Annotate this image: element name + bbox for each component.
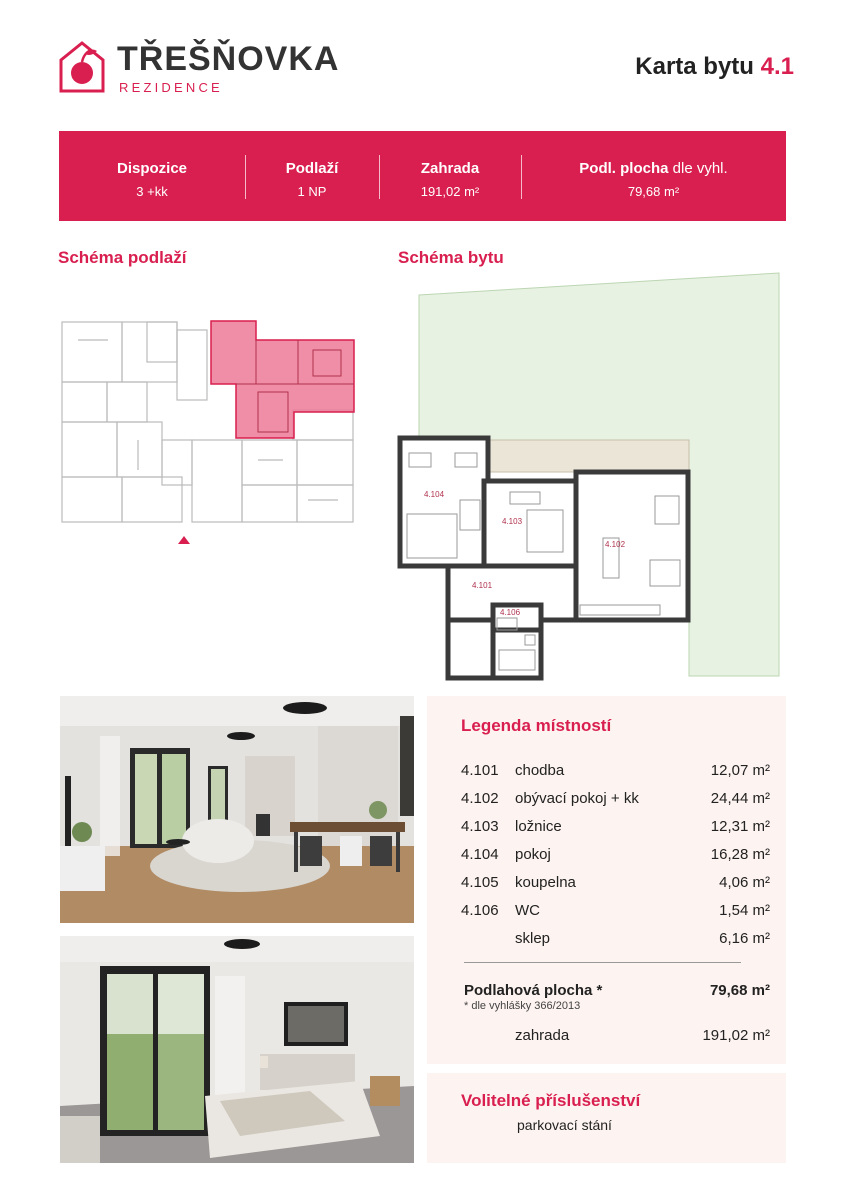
living-room-photo — [60, 696, 414, 923]
room-name: chodba — [515, 762, 565, 779]
room-area: 16,28 m² — [710, 846, 770, 863]
card-title — [635, 53, 794, 81]
room-name: obývací pokoj + kk — [515, 790, 639, 807]
flat-scheme-heading: Schéma bytu — [398, 248, 504, 267]
room-label-4104: 4.104 — [424, 490, 445, 499]
room-area: 6,16 m² — [719, 930, 770, 947]
room-name: sklep — [515, 930, 551, 947]
room-area: 1,54 m² — [719, 902, 770, 919]
room-name: koupelna — [515, 874, 576, 891]
garden-label: zahrada — [515, 1027, 570, 1044]
optional-title: Volitelné příslušenství — [461, 1091, 641, 1110]
room-code: 4.106 — [461, 902, 499, 919]
summary-garden — [379, 131, 521, 221]
cherry-house-logo-icon — [58, 38, 106, 94]
legend-title: Legenda místností — [461, 716, 612, 735]
summary-label: Zahrada — [420, 160, 480, 177]
room-code: 4.103 — [461, 818, 499, 835]
room-code: 4.105 — [461, 874, 499, 891]
summary-label: Podl. plocha — [579, 160, 669, 177]
summary-disposition — [59, 131, 245, 221]
room-name: ložnice — [515, 818, 562, 835]
regulation-note: * dle vyhlášky 366/2013 — [464, 1000, 581, 1012]
summary-value: 191,02 m² — [420, 184, 480, 199]
summary-value: 3 +kk — [136, 184, 168, 199]
room-legend — [427, 696, 786, 1064]
bedroom-render — [60, 936, 414, 1163]
brand-name: TŘEŠŇOVKA — [117, 40, 340, 78]
card-title-prefix: Karta bytu — [635, 53, 754, 80]
card-number: 4.1 — [760, 53, 794, 80]
summary-value: 79,68 m² — [627, 184, 680, 199]
summary-floor — [245, 131, 379, 221]
room-label-4101: 4.101 — [472, 581, 493, 590]
living-room-render — [60, 696, 414, 923]
room-code: 4.104 — [461, 846, 499, 863]
room-label-4103: 4.103 — [502, 517, 523, 526]
room-area: 12,07 m² — [710, 762, 770, 779]
room-name: pokoj — [515, 846, 551, 863]
bedroom-photo — [60, 936, 414, 1163]
summary-bar — [59, 131, 786, 221]
room-name: WC — [515, 902, 540, 919]
legend-divider — [464, 962, 741, 963]
total-label: Podlahová plocha * — [464, 982, 603, 999]
summary-label-extra: dle vyhl. — [672, 160, 728, 177]
optional-accessories — [427, 1073, 786, 1163]
summary-value: 1 NP — [297, 184, 327, 199]
room-area: 12,31 m² — [710, 818, 770, 835]
room-label-4106: 4.106 — [500, 608, 521, 617]
summary-floor-area — [521, 131, 786, 221]
room-code: 4.102 — [461, 790, 499, 807]
total-value: 79,68 m² — [709, 982, 770, 999]
optional-value: parkovací stání — [517, 1117, 612, 1133]
room-code: 4.101 — [461, 762, 499, 779]
floor-scheme-heading: Schéma podlaží — [58, 248, 187, 267]
room-area: 24,44 m² — [710, 790, 770, 807]
room-area: 4,06 m² — [719, 874, 770, 891]
garden-value: 191,02 m² — [702, 1027, 770, 1044]
flat-plan-image — [395, 270, 785, 685]
room-label-4102: 4.102 — [605, 540, 626, 549]
summary-label: Dispozice — [116, 160, 188, 177]
brand-subtitle: REZIDENCE — [119, 80, 223, 95]
floor-plan-image — [58, 300, 358, 545]
summary-label: Podlaží — [285, 160, 339, 177]
